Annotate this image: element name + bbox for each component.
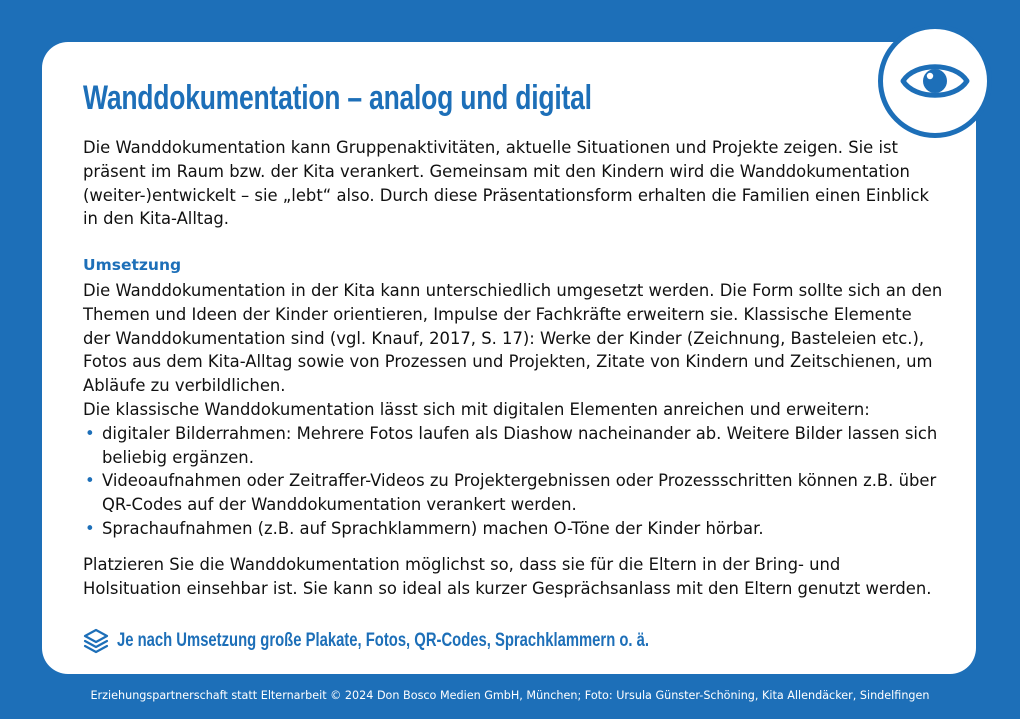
list-item [83, 517, 943, 541]
section-heading: Umsetzung [83, 256, 182, 274]
bullet-icon: • [85, 423, 95, 443]
eye-icon [900, 58, 970, 104]
list-item-text: digitaler Bilderrahmen: Mehrere Fotos laufen als Diashow nacheinander ab. Weitere Bilder lassen sich beliebig ergänzen. [102, 423, 938, 467]
materials-note [83, 627, 799, 655]
materials-note-text: Je nach Umsetzung große Plakate, Fotos, QR-Codes, Sprachklammern o. ä. [117, 630, 650, 651]
intro-paragraph: Die Wanddokumentation kann Gruppenaktivitäten, aktuelle Situationen und Projekte zeigen. Sie ist präsent im Raum bzw. der Kita verankert. Gemeinsam mit den Kindern wird die Wanddokumentation (weiter-)entwickelt – sie „lebt“ also. Durch diese Präsentationsform erhalten die Familien einen Einblick in den Kita-Alltag. [83, 138, 930, 229]
list-item-text: Videoaufnahmen oder Zeitraffer-Videos zu Projektergebnissen oder Prozessschritten können z.B. über QR-Codes auf der Wanddokumentation verankert werden. [102, 471, 937, 515]
bullet-icon: • [85, 518, 95, 538]
list-item [83, 422, 943, 470]
bullet-list [83, 422, 943, 541]
section-body [83, 279, 943, 541]
footer-credits: Erziehungspartnerschaft statt Elternarbeit © 2024 Don Bosco Medien GmbH, München; Foto: Ursula Günster-Schöning, Kita Allendäcker, Sindelfingen [90, 689, 930, 702]
layers-icon [83, 628, 109, 654]
eye-badge [878, 24, 992, 138]
section-paragraph-1: Die Wanddokumentation in der Kita kann unterschiedlich umgesetzt werden. Die Form sollte sich an den Themen und Ideen der Kinder orientieren, Impulse der Fachkräfte erweitern sie. Klassische Elemente der Wanddokumentation sind (vgl. Knauf, 2017, S. 17): Werke der Kinder (Zeichnung, Basteleien etc.), Fotos aus dem Kita-Alltag sowie von Prozessen und Projekten, Zitate von Kindern und Zeitschienen, um Abläufe zu verbildlichen. [83, 281, 943, 396]
bullet-icon: • [85, 471, 95, 491]
list-item-text: Sprachaufnahmen (z.B. auf Sprachklammern) machen O-Töne der Kinder hörbar. [102, 518, 764, 538]
section-paragraph-2: Die klassische Wanddokumentation lässt sich mit digitalen Elementen anreichen und erweitern: [83, 399, 870, 419]
page-title: Wanddokumentation – analog und digital [83, 79, 592, 117]
closing-paragraph: Platzieren Sie die Wanddokumentation möglichst so, dass sie für die Eltern in der Bring- und Holsituation einsehbar ist. Sie kann so ideal als kurzer Gesprächsanlass mit den Eltern genutzt werden. [83, 555, 932, 598]
list-item [83, 469, 943, 517]
